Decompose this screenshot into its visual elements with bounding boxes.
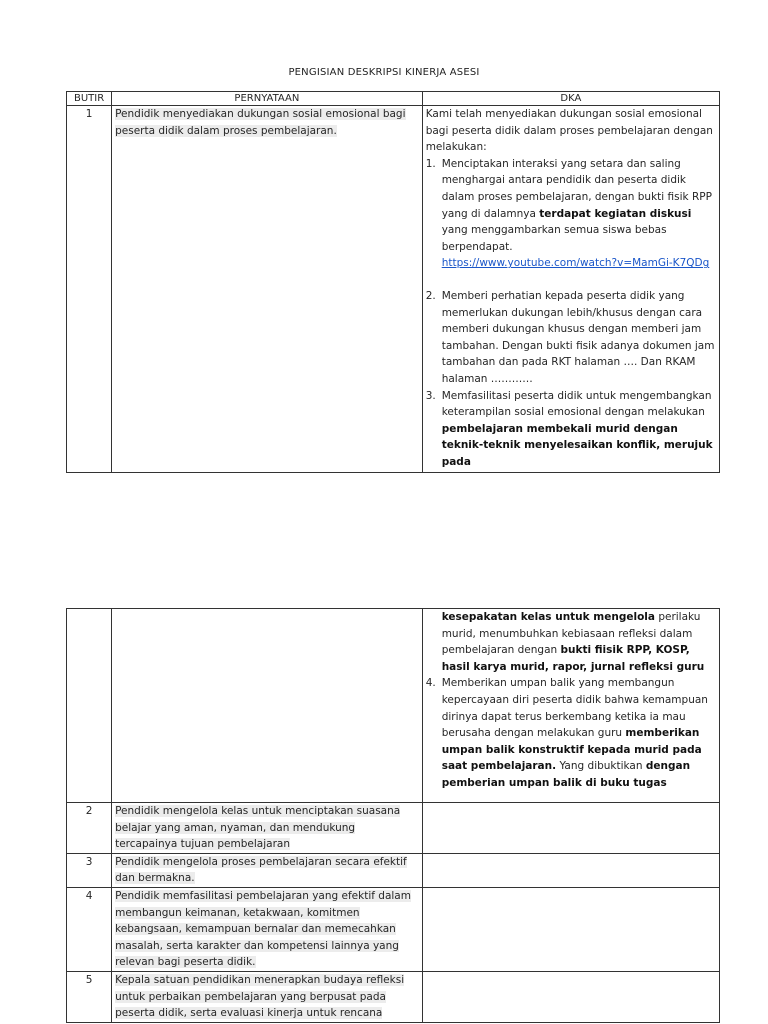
row-dka <box>422 971 719 1022</box>
dka-list <box>426 675 716 791</box>
list-item <box>426 675 716 791</box>
row-statement <box>112 887 423 971</box>
item-bold-text: terdapat kegiatan diskusi <box>539 207 692 220</box>
row-number: 2 <box>67 803 112 854</box>
row-dka <box>422 853 719 887</box>
table-row <box>67 887 720 971</box>
statement-text: Pendidik menyediakan dukungan sosial emosional bagi peserta didik dalam proses pembelajaran. <box>115 108 406 137</box>
youtube-link[interactable]: https://www.youtube.com/watch?v=MamGi-K7QDg <box>441 257 710 270</box>
item-text: yang menggambarkan semua siswa bebas berpendapat. <box>441 224 667 253</box>
row-dka <box>422 887 719 971</box>
row-dka <box>422 106 719 473</box>
item-text: Memberi perhatian kepada peserta didik yang memerlukan dukungan lebih/khusus dengan cara memberi dukungan khusus dengan memberi jam tambahan. Dengan bukti fisik adanya dokumen jam tambahan dan pada RKT halaman …. Dan RKAM halaman ………… <box>441 289 715 385</box>
table-row <box>67 106 720 473</box>
item-text: Menciptakan interaksi yang setara dan saling menghargai antara pendidik dan peserta didik dalam proses pembelajaran, dengan bukti fisik RPP yang di dalamnya <box>441 157 712 220</box>
row-number: 3 <box>67 853 112 887</box>
row-statement <box>112 971 423 1022</box>
header-pernyataan: PERNYATAAN <box>112 92 423 106</box>
row-dka <box>422 803 719 854</box>
row-number: 1 <box>67 106 112 473</box>
item-bold-text: kesepakatan kelas untuk mengelola <box>441 611 655 623</box>
page-title: PENGISIAN DESKRIPSI KINERJA ASESI <box>288 67 480 78</box>
list-number: 2. <box>425 289 436 302</box>
list-item <box>426 388 716 471</box>
dka-intro: Kami telah menyediakan dukungan sosial emosional bagi peserta didik dalam proses pembelajaran dengan melakukan: <box>425 108 713 154</box>
row-statement <box>112 609 423 803</box>
item-text: Yang dibuktikan <box>556 760 646 773</box>
item-bold-text: bukti fiisik RPP, KOSP, hasil karya murid, rapor, jurnal refleksi guru <box>441 644 705 673</box>
table-header-row <box>67 92 720 106</box>
statement-text: Pendidik mengelola proses pembelajaran secara efektif dan bermakna. <box>115 855 407 885</box>
statement-text: Pendidik memfasilitasi pembelajaran yang efektif dalam membangun keimanan, ketakwaan, komitmen kebangsaan, kemampuan bernalar dan memecahkan masalah, serta karakter dan kompetensi lainnya yang relevan bagi peserta didik. <box>115 889 411 969</box>
table-row <box>67 971 720 1022</box>
list-number: 3. <box>425 389 436 402</box>
item-bold-text: memberikan umpan balik konstruktif kepada murid pada saat pembelajaran. <box>441 727 702 773</box>
row-dka <box>422 609 719 803</box>
item-bold-text: dengan pemberian umpan balik di buku tugas <box>441 760 691 789</box>
continued-item <box>426 609 716 675</box>
item-text: perilaku murid, menumbuhkan kebiasaan refleksi dalam pembelajaran dengan <box>441 611 701 657</box>
row-number: 4 <box>67 887 112 971</box>
assessment-table-page-1 <box>66 91 720 473</box>
list-item <box>426 288 716 388</box>
assessment-table-page-2 <box>66 608 720 1023</box>
list-number: 4. <box>425 677 436 690</box>
table-row <box>67 609 720 803</box>
statement-text: Pendidik mengelola kelas untuk menciptakan suasana belajar yang aman, nyaman, dan mendukung tercapainya tujuan pembelajaran <box>115 805 401 851</box>
statement-text: Kepala satuan pendidikan menerapkan budaya refleksi untuk perbaikan pembelajaran yang berpusat pada peserta didik, serta evaluasi kinerja untuk rencana <box>115 973 405 1020</box>
row-statement <box>112 803 423 854</box>
item-text: Memberikan umpan balik yang membangun kepercayaan diri peserta didik bahwa kemampuan dirinya dapat terus berkembang ketika ia mau berusaha dengan melakukan guru <box>441 677 708 740</box>
header-dka: DKA <box>422 92 719 106</box>
item-bold-text: pembelajaran membekali murid dengan teknik-teknik menyelesaikan konflik, merujuk pada <box>441 422 713 468</box>
row-number <box>67 609 112 803</box>
list-item <box>426 156 716 288</box>
header-butir: BUTIR <box>67 92 112 106</box>
row-statement <box>112 106 423 473</box>
dka-list <box>426 156 716 471</box>
list-number: 1. <box>425 157 436 170</box>
item-text: Memfasilitasi peserta didik untuk mengembangkan keterampilan sosial emosional dengan melakukan <box>441 389 712 419</box>
table-row <box>67 803 720 854</box>
row-statement <box>112 853 423 887</box>
table-row <box>67 853 720 887</box>
row-number: 5 <box>67 971 112 1022</box>
